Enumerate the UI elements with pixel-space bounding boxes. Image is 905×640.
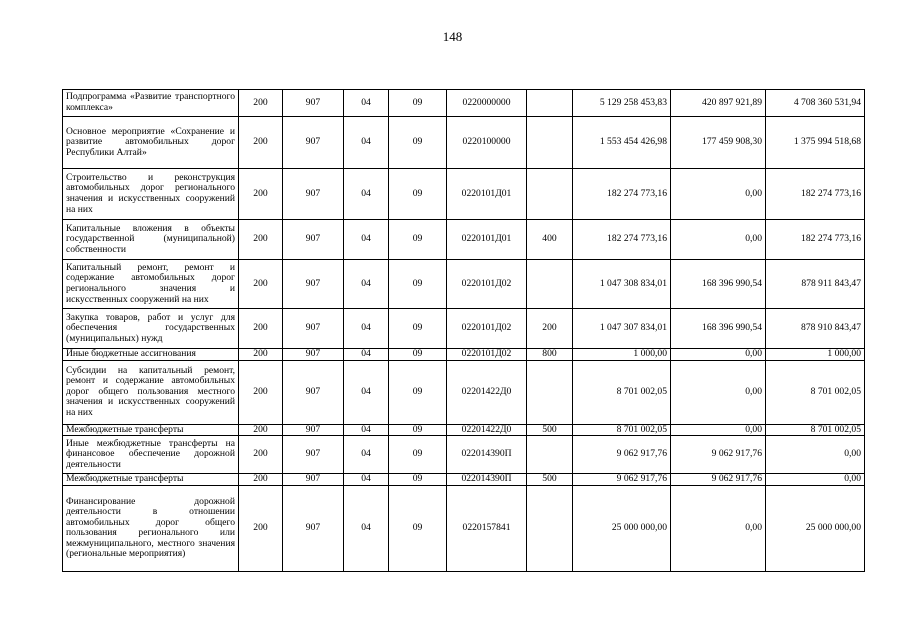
table-row <box>63 169 865 220</box>
cell-ved: 907 <box>283 90 344 117</box>
cell-section: 04 <box>344 424 389 436</box>
cell-ved: 907 <box>283 349 344 361</box>
cell-name: Капитальные вложения в объекты государственной (муниципальной) собственности <box>63 220 239 260</box>
cell-expense-type <box>527 485 573 571</box>
cell-amount-regional: 1 375 994 518,68 <box>766 117 865 169</box>
cell-grbs: 200 <box>239 424 283 436</box>
cell-grbs: 200 <box>239 349 283 361</box>
page-number: 148 <box>442 29 463 44</box>
cell-ved: 907 <box>283 220 344 260</box>
cell-expense-type <box>527 260 573 309</box>
cell-name: Основное мероприятие «Сохранение и развитие автомобильных дорог Республики Алтай» <box>63 117 239 169</box>
cell-section: 04 <box>344 474 389 486</box>
cell-grbs: 200 <box>239 436 283 474</box>
cell-amount-regional: 878 911 843,47 <box>766 260 865 309</box>
cell-subsection: 09 <box>389 309 447 349</box>
cell-name: Финансирование дорожной деятельности в отношении автомобильных дорог общего пользования регионального или межмуниципального, местного значения (региональные мероприятия) <box>63 485 239 571</box>
cell-amount-regional: 25 000 000,00 <box>766 485 865 571</box>
cell-ved: 907 <box>283 260 344 309</box>
cell-subsection: 09 <box>389 117 447 169</box>
cell-ved: 907 <box>283 485 344 571</box>
cell-ved: 907 <box>283 436 344 474</box>
cell-amount-total: 1 000,00 <box>573 349 671 361</box>
cell-amount-federal: 0,00 <box>671 169 766 220</box>
cell-grbs: 200 <box>239 260 283 309</box>
cell-amount-federal: 0,00 <box>671 485 766 571</box>
table-row <box>63 436 865 474</box>
cell-expense-type: 200 <box>527 309 573 349</box>
cell-section: 04 <box>344 260 389 309</box>
cell-amount-federal: 168 396 990,54 <box>671 260 766 309</box>
cell-target-article: 022014390П <box>447 474 527 486</box>
cell-amount-federal: 0,00 <box>671 349 766 361</box>
budget-table <box>62 89 865 572</box>
cell-amount-total: 1 047 307 834,01 <box>573 309 671 349</box>
cell-amount-total: 9 062 917,76 <box>573 474 671 486</box>
cell-target-article: 02201422Д0 <box>447 424 527 436</box>
cell-grbs: 200 <box>239 309 283 349</box>
cell-name: Строительство и реконструкция автомобильных дорог регионального значения и искусственных сооружений на них <box>63 169 239 220</box>
cell-subsection: 09 <box>389 360 447 424</box>
table-row <box>63 220 865 260</box>
cell-grbs: 200 <box>239 360 283 424</box>
cell-amount-federal: 9 062 917,76 <box>671 474 766 486</box>
cell-ved: 907 <box>283 424 344 436</box>
cell-section: 04 <box>344 220 389 260</box>
cell-amount-regional: 1 000,00 <box>766 349 865 361</box>
cell-target-article: 0220101Д02 <box>447 349 527 361</box>
cell-name: Подпрограмма «Развитие транспортного комплекса» <box>63 90 239 117</box>
cell-subsection: 09 <box>389 260 447 309</box>
cell-subsection: 09 <box>389 349 447 361</box>
cell-amount-total: 1 047 308 834,01 <box>573 260 671 309</box>
cell-subsection: 09 <box>389 220 447 260</box>
cell-section: 04 <box>344 349 389 361</box>
cell-name: Межбюджетные трансферты <box>63 424 239 436</box>
cell-amount-total: 9 062 917,76 <box>573 436 671 474</box>
cell-target-article: 02201422Д0 <box>447 360 527 424</box>
table-row <box>63 424 865 436</box>
cell-subsection: 09 <box>389 90 447 117</box>
cell-amount-total: 182 274 773,16 <box>573 169 671 220</box>
cell-amount-federal: 177 459 908,30 <box>671 117 766 169</box>
cell-amount-regional: 8 701 002,05 <box>766 424 865 436</box>
cell-amount-regional: 0,00 <box>766 474 865 486</box>
cell-amount-total: 8 701 002,05 <box>573 360 671 424</box>
cell-grbs: 200 <box>239 485 283 571</box>
cell-name: Межбюджетные трансферты <box>63 474 239 486</box>
cell-section: 04 <box>344 117 389 169</box>
cell-expense-type <box>527 90 573 117</box>
cell-amount-total: 25 000 000,00 <box>573 485 671 571</box>
cell-amount-total: 182 274 773,16 <box>573 220 671 260</box>
cell-target-article: 022014390П <box>447 436 527 474</box>
cell-expense-type <box>527 169 573 220</box>
table-row <box>63 349 865 361</box>
cell-subsection: 09 <box>389 485 447 571</box>
cell-section: 04 <box>344 436 389 474</box>
cell-ved: 907 <box>283 309 344 349</box>
cell-name: Субсидии на капитальный ремонт, ремонт и содержание автомобильных дорог общего пользования местного значения и искусственных сооружений на них <box>63 360 239 424</box>
table-row <box>63 474 865 486</box>
cell-name: Капитальный ремонт, ремонт и содержание автомобильных дорог регионального значения и искусственных сооружений на них <box>63 260 239 309</box>
cell-expense-type: 500 <box>527 424 573 436</box>
cell-subsection: 09 <box>389 424 447 436</box>
cell-ved: 907 <box>283 360 344 424</box>
table-row <box>63 117 865 169</box>
cell-expense-type <box>527 436 573 474</box>
cell-expense-type: 800 <box>527 349 573 361</box>
cell-target-article: 0220000000 <box>447 90 527 117</box>
cell-expense-type: 500 <box>527 474 573 486</box>
cell-grbs: 200 <box>239 117 283 169</box>
cell-expense-type: 400 <box>527 220 573 260</box>
cell-amount-federal: 168 396 990,54 <box>671 309 766 349</box>
cell-target-article: 0220157841 <box>447 485 527 571</box>
cell-subsection: 09 <box>389 169 447 220</box>
cell-target-article: 0220100000 <box>447 117 527 169</box>
cell-amount-total: 5 129 258 453,83 <box>573 90 671 117</box>
table-row <box>63 360 865 424</box>
table-row <box>63 90 865 117</box>
cell-amount-federal: 0,00 <box>671 220 766 260</box>
cell-subsection: 09 <box>389 436 447 474</box>
cell-grbs: 200 <box>239 474 283 486</box>
cell-ved: 907 <box>283 117 344 169</box>
cell-subsection: 09 <box>389 474 447 486</box>
cell-target-article: 0220101Д02 <box>447 309 527 349</box>
cell-amount-regional: 4 708 360 531,94 <box>766 90 865 117</box>
cell-amount-federal: 9 062 917,76 <box>671 436 766 474</box>
cell-amount-regional: 8 701 002,05 <box>766 360 865 424</box>
cell-amount-total: 1 553 454 426,98 <box>573 117 671 169</box>
cell-expense-type <box>527 360 573 424</box>
cell-grbs: 200 <box>239 220 283 260</box>
cell-amount-regional: 878 910 843,47 <box>766 309 865 349</box>
cell-section: 04 <box>344 90 389 117</box>
cell-amount-regional: 0,00 <box>766 436 865 474</box>
cell-amount-federal: 0,00 <box>671 360 766 424</box>
cell-amount-federal: 0,00 <box>671 424 766 436</box>
cell-section: 04 <box>344 360 389 424</box>
table-row <box>63 485 865 571</box>
cell-grbs: 200 <box>239 169 283 220</box>
cell-expense-type <box>527 117 573 169</box>
cell-section: 04 <box>344 485 389 571</box>
cell-target-article: 0220101Д01 <box>447 169 527 220</box>
cell-ved: 907 <box>283 474 344 486</box>
table-row <box>63 260 865 309</box>
cell-name: Иные межбюджетные трансферты на финансовое обеспечение дорожной деятельности <box>63 436 239 474</box>
cell-amount-federal: 420 897 921,89 <box>671 90 766 117</box>
cell-amount-total: 8 701 002,05 <box>573 424 671 436</box>
cell-name: Закупка товаров, работ и услуг для обеспечения государственных (муниципальных) нужд <box>63 309 239 349</box>
cell-target-article: 0220101Д01 <box>447 220 527 260</box>
cell-amount-regional: 182 274 773,16 <box>766 169 865 220</box>
cell-grbs: 200 <box>239 90 283 117</box>
cell-section: 04 <box>344 309 389 349</box>
cell-target-article: 0220101Д02 <box>447 260 527 309</box>
cell-name: Иные бюджетные ассигнования <box>63 349 239 361</box>
cell-ved: 907 <box>283 169 344 220</box>
cell-section: 04 <box>344 169 389 220</box>
cell-amount-regional: 182 274 773,16 <box>766 220 865 260</box>
table-row <box>63 309 865 349</box>
